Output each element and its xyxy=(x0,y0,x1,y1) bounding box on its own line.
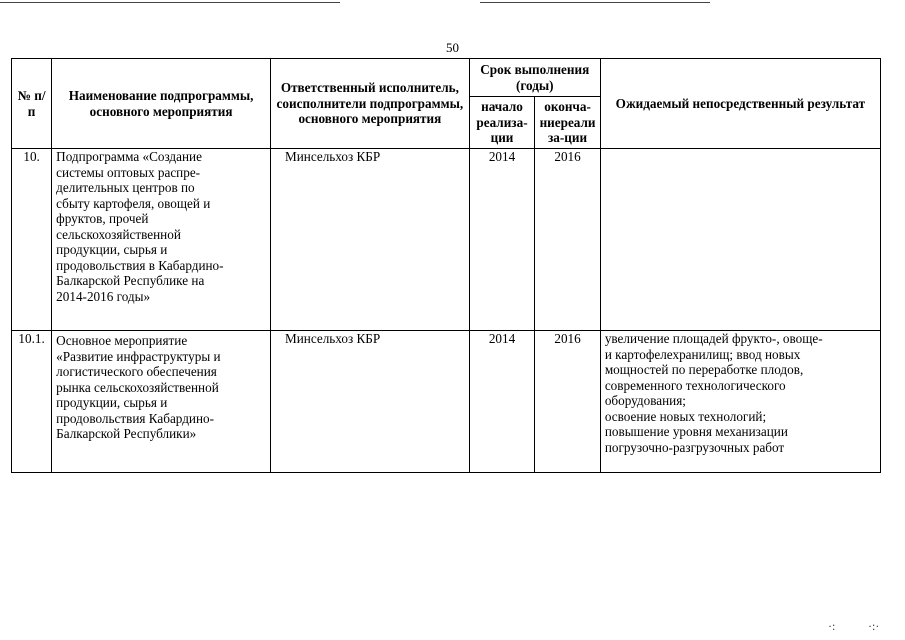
name-line: 2014-2016 годы» xyxy=(56,288,151,304)
name-line: Основное мероприятие xyxy=(56,333,188,348)
header-end: оконча-ниереали за-ции xyxy=(535,97,601,149)
header-result: Ожидаемый непосредственный результат xyxy=(600,59,880,149)
name-line: «Развитие инфраструктуры и xyxy=(56,348,221,364)
scan-speck: ·: xyxy=(828,619,836,633)
result-line: повышение уровня механизации xyxy=(604,424,788,439)
result-line: погрузочно-разгрузочных работ xyxy=(604,439,785,455)
row-result xyxy=(600,331,880,473)
row-result xyxy=(600,149,880,331)
name-line: продовольствия в Кабардино- xyxy=(56,257,224,273)
result-line: увеличение площадей фрукто-, овоще- xyxy=(604,331,823,346)
row-executor: Минсельхоз КБР xyxy=(271,331,470,473)
header-term: Срок выполнения (годы) xyxy=(469,59,600,97)
scan-line-left xyxy=(0,2,340,3)
row-end-year: 2016 xyxy=(535,331,601,473)
header-name: Наименование подпрограммы, основного мероприятия xyxy=(52,59,271,149)
row-start-year: 2014 xyxy=(469,331,535,473)
row-name xyxy=(52,149,271,331)
name-line: продукции, сырья и xyxy=(56,395,168,410)
name-line: логистического обеспечения xyxy=(56,364,217,379)
header-executor: Ответственный исполнитель, соисполнители подпрограммы, основного мероприятия xyxy=(271,59,470,149)
name-line: Балкарской Республике на xyxy=(56,273,205,288)
name-line: сбыту картофеля, овощей и xyxy=(56,195,211,211)
header-num: № п/п xyxy=(12,59,52,149)
name-line: системы оптовых распре- xyxy=(56,164,201,180)
name-line: делительных центров по xyxy=(56,180,195,195)
name-line: продовольствия Кабардино- xyxy=(56,410,215,426)
table-row xyxy=(12,331,881,473)
table-row xyxy=(12,149,881,331)
row-num: 10. xyxy=(12,149,52,331)
name-line: Балкарской Республики» xyxy=(56,426,197,441)
result-line: современного технологического xyxy=(604,377,786,393)
name-line: Подпрограмма «Создание xyxy=(56,149,202,164)
name-line: рынка сельскохозяйственной xyxy=(56,379,219,395)
result-line: мощностей по переработке плодов, xyxy=(604,362,804,377)
row-name xyxy=(52,331,271,473)
result-line: оборудования; xyxy=(604,393,686,408)
result-line: освоение новых технологий; xyxy=(604,408,767,424)
page-number: 50 xyxy=(446,40,459,55)
scan-speck: ·:· xyxy=(868,619,880,633)
row-num: 10.1. xyxy=(12,331,52,473)
program-table xyxy=(11,58,881,473)
row-start-year: 2014 xyxy=(469,149,535,331)
name-line: фруктов, прочей xyxy=(56,211,149,226)
result-line: и картофелехранилищ; ввод новых xyxy=(604,346,801,362)
row-end-year: 2016 xyxy=(535,149,601,331)
row-executor: Минсельхоз КБР xyxy=(271,149,470,331)
name-line: сельскохозяйственной xyxy=(56,226,181,242)
scan-line-right xyxy=(480,2,710,3)
name-line: продукции, сырья и xyxy=(56,242,168,257)
header-start: начало реализа-ции xyxy=(469,97,535,149)
